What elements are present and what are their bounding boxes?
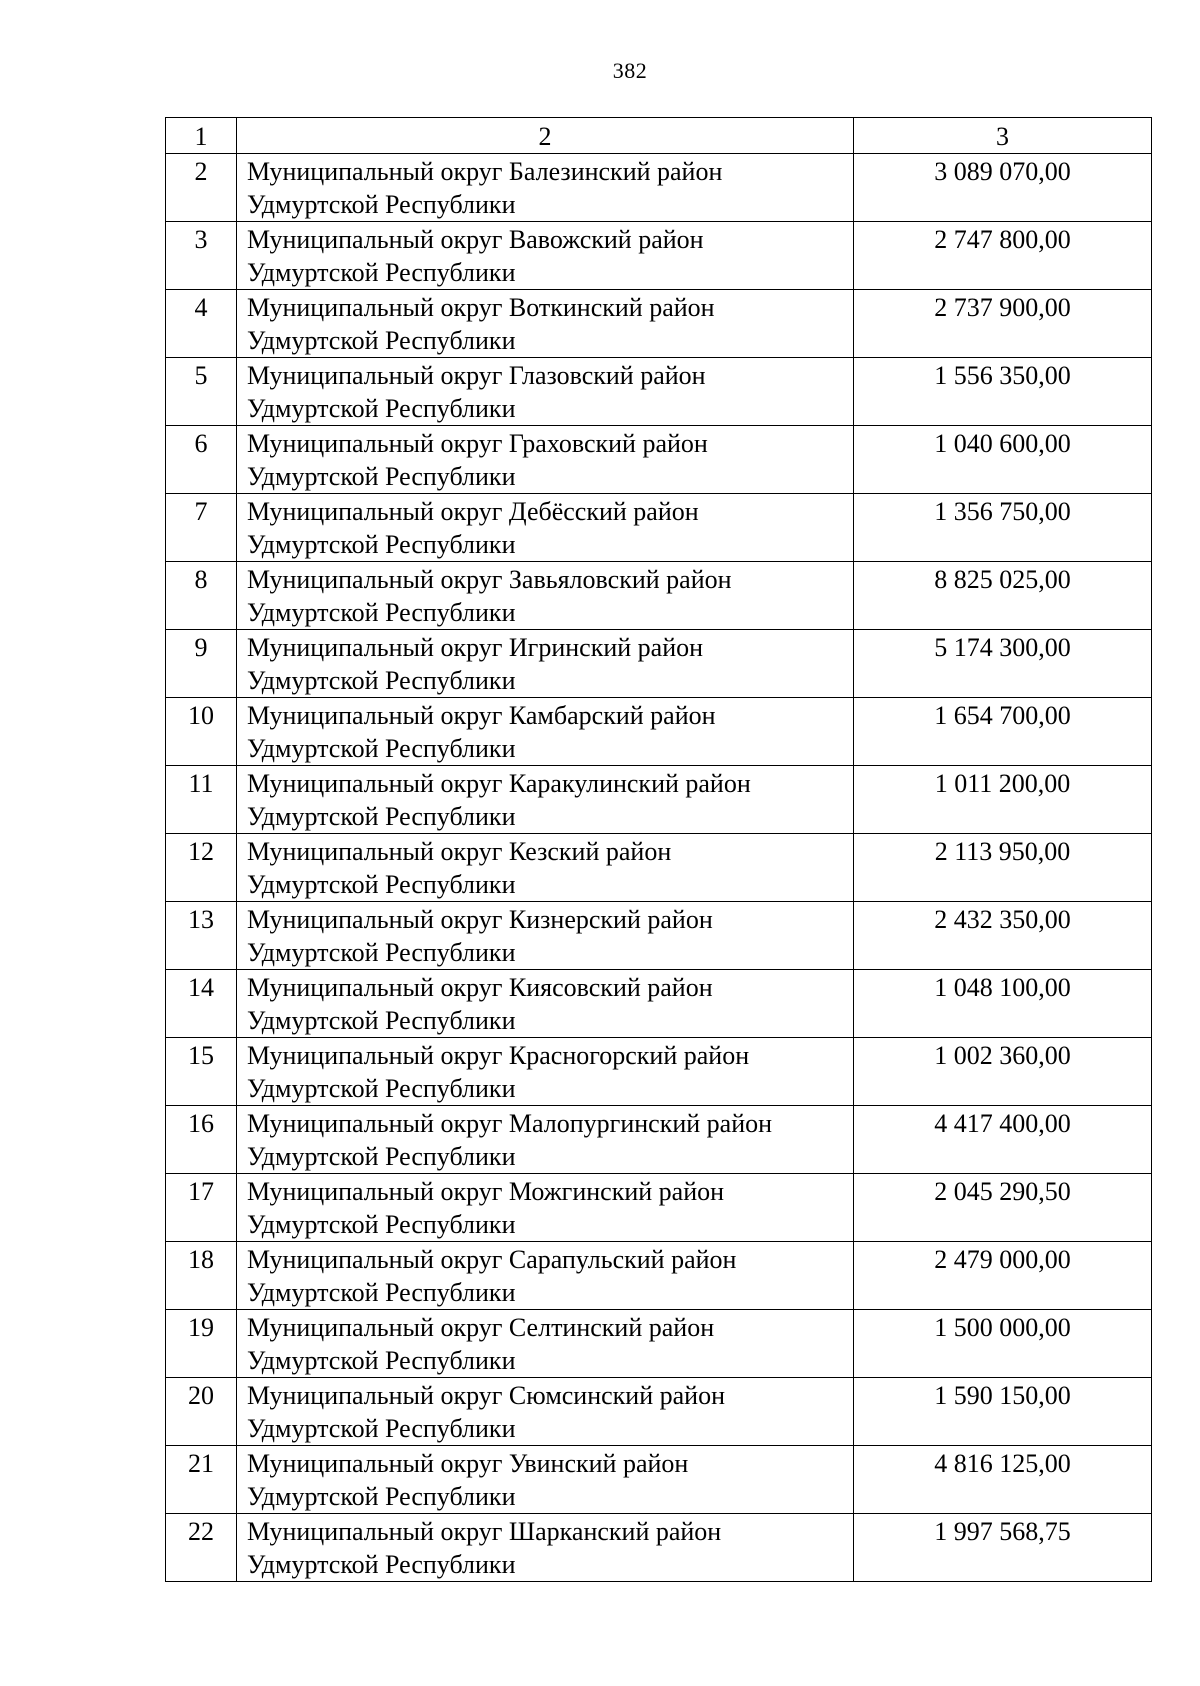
municipality-name-line-1: Муниципальный округ Игринский район (247, 633, 704, 662)
table-row (166, 902, 1152, 970)
row-number-cell: 17 (166, 1174, 237, 1242)
amount-cell: 1 500 000,00 (854, 1310, 1152, 1378)
amount-cell: 1 556 350,00 (854, 358, 1152, 426)
page-number: 382 (612, 58, 648, 83)
row-number-cell: 18 (166, 1242, 237, 1310)
row-number-cell: 15 (166, 1038, 237, 1106)
amount-cell: 1 002 360,00 (854, 1038, 1152, 1106)
municipality-name-line-1: Муниципальный округ Увинский район (247, 1449, 689, 1478)
table-row (166, 426, 1152, 494)
row-number-cell: 2 (166, 154, 237, 222)
table-row (166, 970, 1152, 1038)
municipality-name-line-2: Удмуртской Республики (247, 1210, 516, 1239)
municipality-name-cell (237, 1242, 854, 1310)
row-number-cell: 11 (166, 766, 237, 834)
municipality-name-cell (237, 1514, 854, 1582)
municipality-name-cell (237, 426, 854, 494)
table-row (166, 562, 1152, 630)
table-row (166, 1514, 1152, 1582)
municipality-name-line-2: Удмуртской Республики (247, 190, 516, 219)
municipality-name-line-1: Муниципальный округ Дебёсский район (247, 497, 699, 526)
municipality-name-cell (237, 154, 854, 222)
table-row (166, 494, 1152, 562)
municipality-name-line-1: Муниципальный округ Шарканский район (247, 1517, 722, 1546)
municipality-name-line-2: Удмуртской Республики (247, 666, 516, 695)
column-header-number: 1 (166, 118, 237, 154)
municipality-name-line-1: Муниципальный округ Каракулинский район (247, 769, 751, 798)
table-row (166, 834, 1152, 902)
municipality-name-line-1: Муниципальный округ Можгинский район (247, 1177, 725, 1206)
municipality-name-cell (237, 1378, 854, 1446)
table-row (166, 1446, 1152, 1514)
amount-cell: 5 174 300,00 (854, 630, 1152, 698)
municipality-name-cell (237, 834, 854, 902)
table-row (166, 630, 1152, 698)
municipality-name-line-2: Удмуртской Республики (247, 1006, 516, 1035)
municipality-name-line-2: Удмуртской Республики (247, 530, 516, 559)
amount-cell: 2 045 290,50 (854, 1174, 1152, 1242)
municipality-name-line-2: Удмуртской Республики (247, 258, 516, 287)
row-number-cell: 20 (166, 1378, 237, 1446)
municipality-name-line-2: Удмуртской Республики (247, 938, 516, 967)
table-row (166, 1310, 1152, 1378)
municipality-name-line-1: Муниципальный округ Селтинский район (247, 1313, 715, 1342)
municipality-name-line-2: Удмуртской Республики (247, 598, 516, 627)
row-number-cell: 3 (166, 222, 237, 290)
row-number-cell: 7 (166, 494, 237, 562)
allocation-table (165, 117, 1152, 1582)
municipality-name-cell (237, 766, 854, 834)
amount-cell: 1 356 750,00 (854, 494, 1152, 562)
municipality-name-cell (237, 222, 854, 290)
municipality-name-line-2: Удмуртской Республики (247, 870, 516, 899)
table-row (166, 1242, 1152, 1310)
row-number-cell: 14 (166, 970, 237, 1038)
municipality-name-cell (237, 1446, 854, 1514)
municipality-name-cell (237, 1310, 854, 1378)
amount-cell: 2 113 950,00 (854, 834, 1152, 902)
municipality-name-cell (237, 698, 854, 766)
municipality-name-line-2: Удмуртской Республики (247, 1414, 516, 1443)
amount-cell: 1 654 700,00 (854, 698, 1152, 766)
municipality-name-line-2: Удмуртской Республики (247, 326, 516, 355)
municipality-name-cell (237, 1038, 854, 1106)
row-number-cell: 13 (166, 902, 237, 970)
amount-cell: 1 997 568,75 (854, 1514, 1152, 1582)
municipality-name-cell (237, 970, 854, 1038)
row-number-cell: 6 (166, 426, 237, 494)
amount-cell: 1 590 150,00 (854, 1378, 1152, 1446)
table-row (166, 358, 1152, 426)
municipality-name-line-2: Удмуртской Республики (247, 394, 516, 423)
row-number-cell: 22 (166, 1514, 237, 1582)
amount-cell: 2 432 350,00 (854, 902, 1152, 970)
row-number-cell: 12 (166, 834, 237, 902)
municipality-name-line-1: Муниципальный округ Кезский район (247, 837, 672, 866)
municipality-name-line-2: Удмуртской Республики (247, 1074, 516, 1103)
municipality-name-cell (237, 902, 854, 970)
municipality-name-line-1: Муниципальный округ Глазовский район (247, 361, 706, 390)
municipality-name-line-2: Удмуртской Республики (247, 1346, 516, 1375)
row-number-cell: 8 (166, 562, 237, 630)
municipality-name-line-1: Муниципальный округ Киясовский район (247, 973, 713, 1002)
table-header-row (166, 118, 1152, 154)
table-row (166, 1174, 1152, 1242)
municipality-name-cell (237, 562, 854, 630)
municipality-name-line-1: Муниципальный округ Красногорский район (247, 1041, 750, 1070)
municipality-name-line-1: Муниципальный округ Воткинский район (247, 293, 715, 322)
municipality-name-line-2: Удмуртской Республики (247, 1142, 516, 1171)
row-number-cell: 9 (166, 630, 237, 698)
municipality-name-cell (237, 290, 854, 358)
municipality-name-line-2: Удмуртской Республики (247, 1482, 516, 1511)
municipality-name-cell (237, 494, 854, 562)
table-body (166, 118, 1152, 1582)
table-row (166, 766, 1152, 834)
column-header-name: 2 (237, 118, 854, 154)
amount-cell: 4 816 125,00 (854, 1446, 1152, 1514)
municipality-name-line-2: Удмуртской Республики (247, 462, 516, 491)
amount-cell: 1 048 100,00 (854, 970, 1152, 1038)
municipality-name-line-2: Удмуртской Республики (247, 802, 516, 831)
municipality-name-line-1: Муниципальный округ Малопургинский район (247, 1109, 773, 1138)
municipality-name-line-2: Удмуртской Республики (247, 1550, 516, 1579)
amount-cell: 1 040 600,00 (854, 426, 1152, 494)
municipality-name-line-1: Муниципальный округ Сарапульский район (247, 1245, 737, 1274)
municipality-name-cell (237, 1174, 854, 1242)
municipality-name-line-1: Муниципальный округ Сюмсинский район (247, 1381, 726, 1410)
amount-cell: 2 747 800,00 (854, 222, 1152, 290)
table-row (166, 154, 1152, 222)
municipality-name-line-2: Удмуртской Республики (247, 1278, 516, 1307)
table-row (166, 222, 1152, 290)
municipality-name-line-1: Муниципальный округ Кизнерский район (247, 905, 713, 934)
amount-cell: 4 417 400,00 (854, 1106, 1152, 1174)
table-row (166, 698, 1152, 766)
amount-cell: 1 011 200,00 (854, 766, 1152, 834)
row-number-cell: 21 (166, 1446, 237, 1514)
row-number-cell: 4 (166, 290, 237, 358)
amount-cell: 3 089 070,00 (854, 154, 1152, 222)
amount-cell: 2 737 900,00 (854, 290, 1152, 358)
municipality-name-cell (237, 358, 854, 426)
municipality-name-line-1: Муниципальный округ Камбарский район (247, 701, 716, 730)
row-number-cell: 10 (166, 698, 237, 766)
table-row (166, 1378, 1152, 1446)
table-row (166, 1106, 1152, 1174)
municipality-name-line-1: Муниципальный округ Граховский район (247, 429, 708, 458)
table-row (166, 290, 1152, 358)
municipality-name-line-1: Муниципальный округ Вавожский район (247, 225, 704, 254)
municipality-name-line-1: Муниципальный округ Завьяловский район (247, 565, 732, 594)
row-number-cell: 16 (166, 1106, 237, 1174)
municipality-name-cell (237, 630, 854, 698)
municipality-name-cell (237, 1106, 854, 1174)
amount-cell: 2 479 000,00 (854, 1242, 1152, 1310)
municipality-name-line-2: Удмуртской Республики (247, 734, 516, 763)
municipality-name-line-1: Муниципальный округ Балезинский район (247, 157, 723, 186)
table-row (166, 1038, 1152, 1106)
column-header-amount: 3 (854, 118, 1152, 154)
amount-cell: 8 825 025,00 (854, 562, 1152, 630)
row-number-cell: 5 (166, 358, 237, 426)
row-number-cell: 19 (166, 1310, 237, 1378)
